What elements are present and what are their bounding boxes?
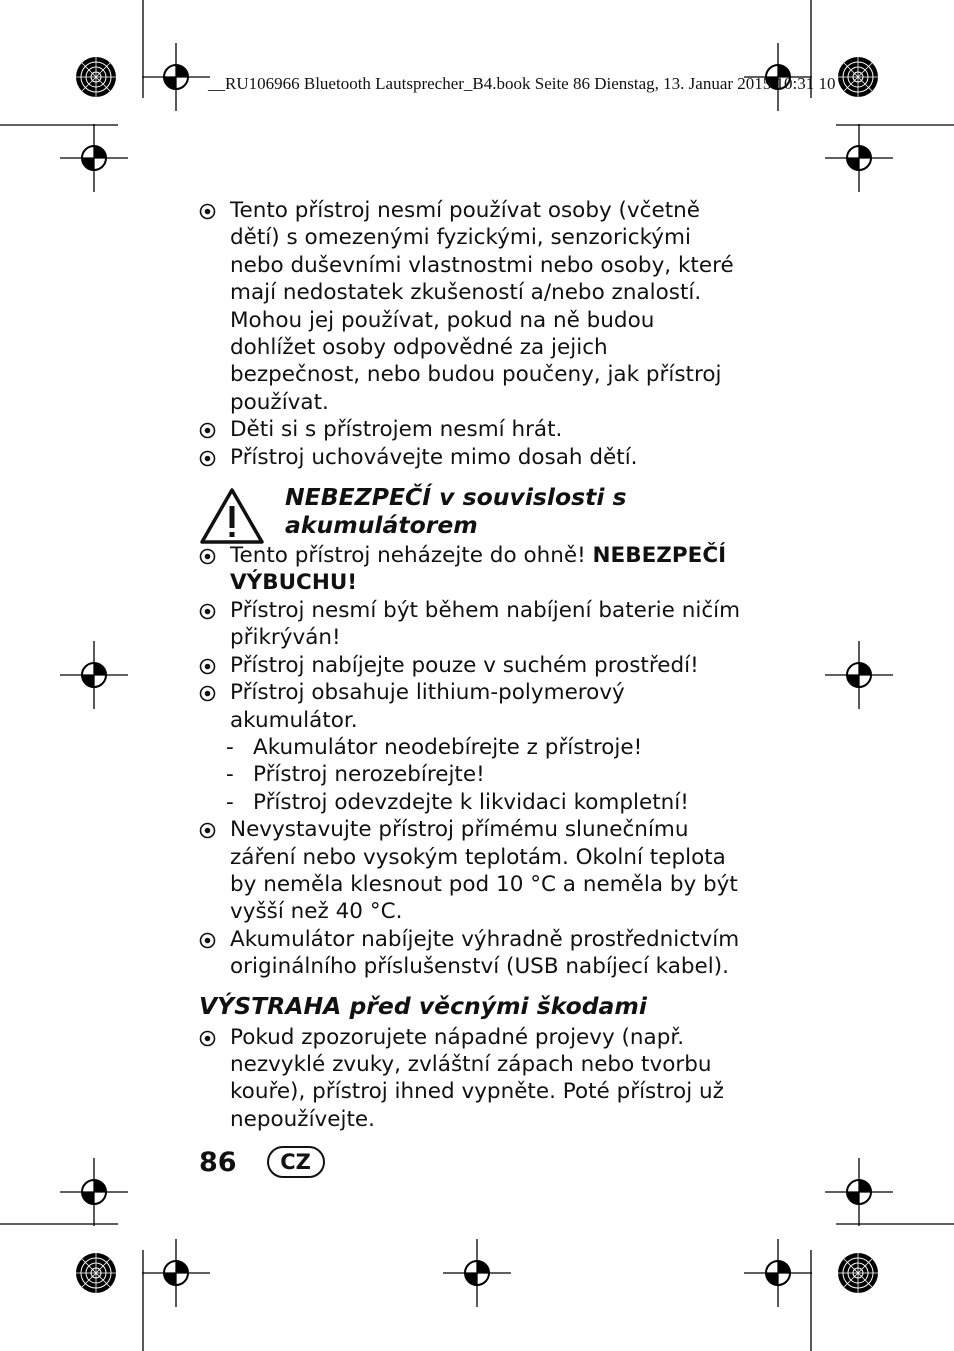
circle-bullet-icon <box>199 203 216 220</box>
sub-item-text: Akumulátor neodebírejte z přístroje! <box>253 734 643 760</box>
registration-mark-icon <box>825 124 893 192</box>
list-item <box>199 597 744 652</box>
list-item-text: Tento přístroj nesmí používat osoby (včetně dětí) s omezenými fyzickými, senzorickými nebo duševními vlastnostmi nebo osoby, které mají nedostatek zkušeností a/nebo znalostí. Mohou jej používat, pokud na ně budou dohlížet osoby odpovědné za jejich bezpečnost, nebo budou poučeny, jak přístroj používat. <box>230 198 734 415</box>
list-item <box>199 652 744 679</box>
registration-mark-icon <box>825 1158 893 1226</box>
dash-marker: - <box>226 734 234 760</box>
list-item-text: Nevystavujte přístroj přímému slunečnímu záření nebo vysokým teplotám. Okolní teplota by neměla klesnout pod 10 °C a neměla by být vyšší než 40 °C. <box>230 817 738 925</box>
sub-list-item <box>199 761 744 788</box>
dash-marker: - <box>226 789 234 815</box>
list-item-text: Pokud zpozorujete nápadné projevy (např. nezvyklé zvuky, zvláštní zápach nebo tvorbu kouře), přístroj ihned vypněte. Poté přístroj už nepoužívejte. <box>230 1024 724 1132</box>
sub-item-text: Přístroj nerozebírejte! <box>253 762 485 788</box>
list-item-text: Přístroj nesmí být během nabíjení baterie ničím přikrýván! <box>230 597 741 651</box>
list-item <box>199 444 744 471</box>
circle-bullet-icon <box>199 658 216 675</box>
circle-bullet-icon <box>199 822 216 839</box>
registration-mark-icon <box>60 124 128 192</box>
list-item <box>199 416 744 443</box>
star-target-icon <box>76 1253 116 1293</box>
list-item <box>199 197 744 416</box>
registration-mark-icon <box>60 1158 128 1226</box>
list-item <box>199 816 744 926</box>
list-item-text: Děti si s přístrojem nesmí hrát. <box>230 417 563 443</box>
list-item <box>199 679 744 734</box>
circle-bullet-icon <box>199 450 216 467</box>
list-item-text: Akumulátor nabíjejte výhradně prostřednictvím originálního příslušenství (USB nabíjecí kabel). <box>230 926 740 980</box>
page-number: 86 <box>199 1146 237 1178</box>
manual-page-content <box>199 197 744 1133</box>
language-badge: CZ <box>267 1146 325 1178</box>
star-target-icon <box>838 57 878 97</box>
sub-list-item <box>199 734 744 761</box>
registration-mark-icon <box>142 43 210 111</box>
property-damage-heading: VÝSTRAHA před věcnými škodami <box>199 991 647 1020</box>
circle-bullet-icon <box>199 932 216 949</box>
registration-mark-icon <box>744 1239 812 1307</box>
battery-danger-heading <box>199 483 744 539</box>
registration-mark-icon <box>60 641 128 709</box>
circle-bullet-icon <box>199 603 216 620</box>
explosion-warning-text: NEBEZPEČÍ VÝBUCHU! <box>230 543 727 596</box>
list-item <box>199 1024 744 1134</box>
circle-bullet-icon <box>199 422 216 439</box>
heading-line: NEBEZPEČÍ v souvislosti s <box>285 483 627 512</box>
dash-marker: - <box>226 762 234 788</box>
circle-bullet-icon <box>199 1030 216 1047</box>
list-item <box>199 542 744 597</box>
circle-bullet-icon <box>199 685 216 702</box>
registration-mark-icon <box>443 1239 511 1307</box>
sub-list-item <box>199 789 744 816</box>
list-item-text: Přístroj nabíjejte pouze v suchém prostředí! <box>230 652 699 678</box>
list-item-text: Přístroj uchovávejte mimo dosah dětí. <box>230 444 638 470</box>
list-item-text: Přístroj obsahuje lithium-polymerový akumulátor. <box>230 680 625 733</box>
heading-line: akumulátorem <box>285 511 478 540</box>
star-target-icon <box>838 1253 878 1293</box>
sub-item-text: Přístroj odevzdejte k likvidaci kompletní! <box>253 789 689 815</box>
print-header: __RU106966 Bluetooth Lautsprecher_B4.book Seite 86 Dienstag, 13. Januar 2015 10:31 10 <box>208 74 836 93</box>
list-item-text: Tento přístroj neházejte do ohně! <box>230 543 593 569</box>
list-item <box>199 926 744 981</box>
registration-mark-icon <box>825 641 893 709</box>
star-target-icon <box>76 57 116 97</box>
circle-bullet-icon <box>199 548 216 565</box>
page-footer <box>199 1146 325 1178</box>
warning-triangle-icon <box>199 487 265 545</box>
registration-mark-icon <box>142 1239 210 1307</box>
